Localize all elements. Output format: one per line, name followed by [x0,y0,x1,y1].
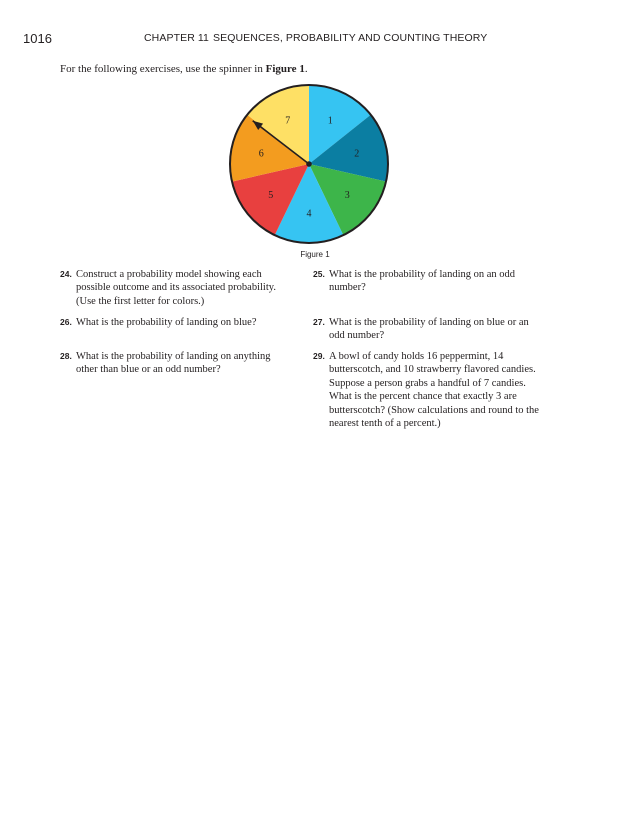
intro-text: For the following exercises, use the spinner in [60,63,266,75]
chapter-title [144,32,487,44]
exercise-text: Construct a probability model showing each possible outcome and its associated probability. (Use the first letter for colors.) [76,269,276,307]
page-header [0,31,630,45]
exercise-26 [60,316,292,329]
exercise-number: 27. [313,317,325,327]
exercise-text: What is the probability of landing on blue? [76,317,257,328]
figure-caption: Figure 1 [300,250,330,259]
spinner-graphic [227,82,391,246]
exercise-number: 29. [313,351,325,361]
exercise-intro [60,63,308,75]
exercise-text: What is the probability of landing on anything other than blue or an odd number? [76,351,271,376]
chapter-label: CHAPTER 11 [144,32,209,44]
exercise-25 [313,268,545,295]
spinner-label-5: 5 [268,190,274,202]
intro-period: . [304,63,308,75]
exercise-text: A bowl of candy holds 16 peppermint, 14 butterscotch, and 10 strawberry flavored candies. Suppose a person grabs a handful of 7 candies. What is the percent chance that exactly 3 are butterscotch? (Show calculations and round to the nearest tenth of a percent.) [329,351,539,430]
spinner-label-3: 3 [344,190,350,202]
spinner-label-6: 6 [258,148,264,160]
exercise-number: 28. [60,351,72,361]
figure-reference: Figure 1 [265,63,305,75]
exercise-text: What is the probability of landing on blue or an odd number? [329,317,529,342]
spinner-label-7: 7 [285,115,291,127]
spinner-label-4: 4 [306,208,312,220]
page-number: 1016 [23,31,52,46]
spinner-label-2: 2 [354,148,360,160]
chapter-name: SEQUENCES, PROBABILITY AND COUNTING THEORY [213,32,488,44]
spinner-figure [227,82,391,246]
exercise-text: What is the probability of landing on an odd number? [329,269,516,294]
spinner-hub [306,161,312,167]
exercise-number: 25. [313,269,325,279]
exercise-number: 24. [60,269,72,279]
exercise-29 [313,350,545,430]
exercise-number: 26. [60,317,72,327]
exercise-27 [313,316,545,343]
spinner-label-1: 1 [327,115,333,127]
exercise-28 [60,350,292,377]
exercise-24 [60,268,292,308]
